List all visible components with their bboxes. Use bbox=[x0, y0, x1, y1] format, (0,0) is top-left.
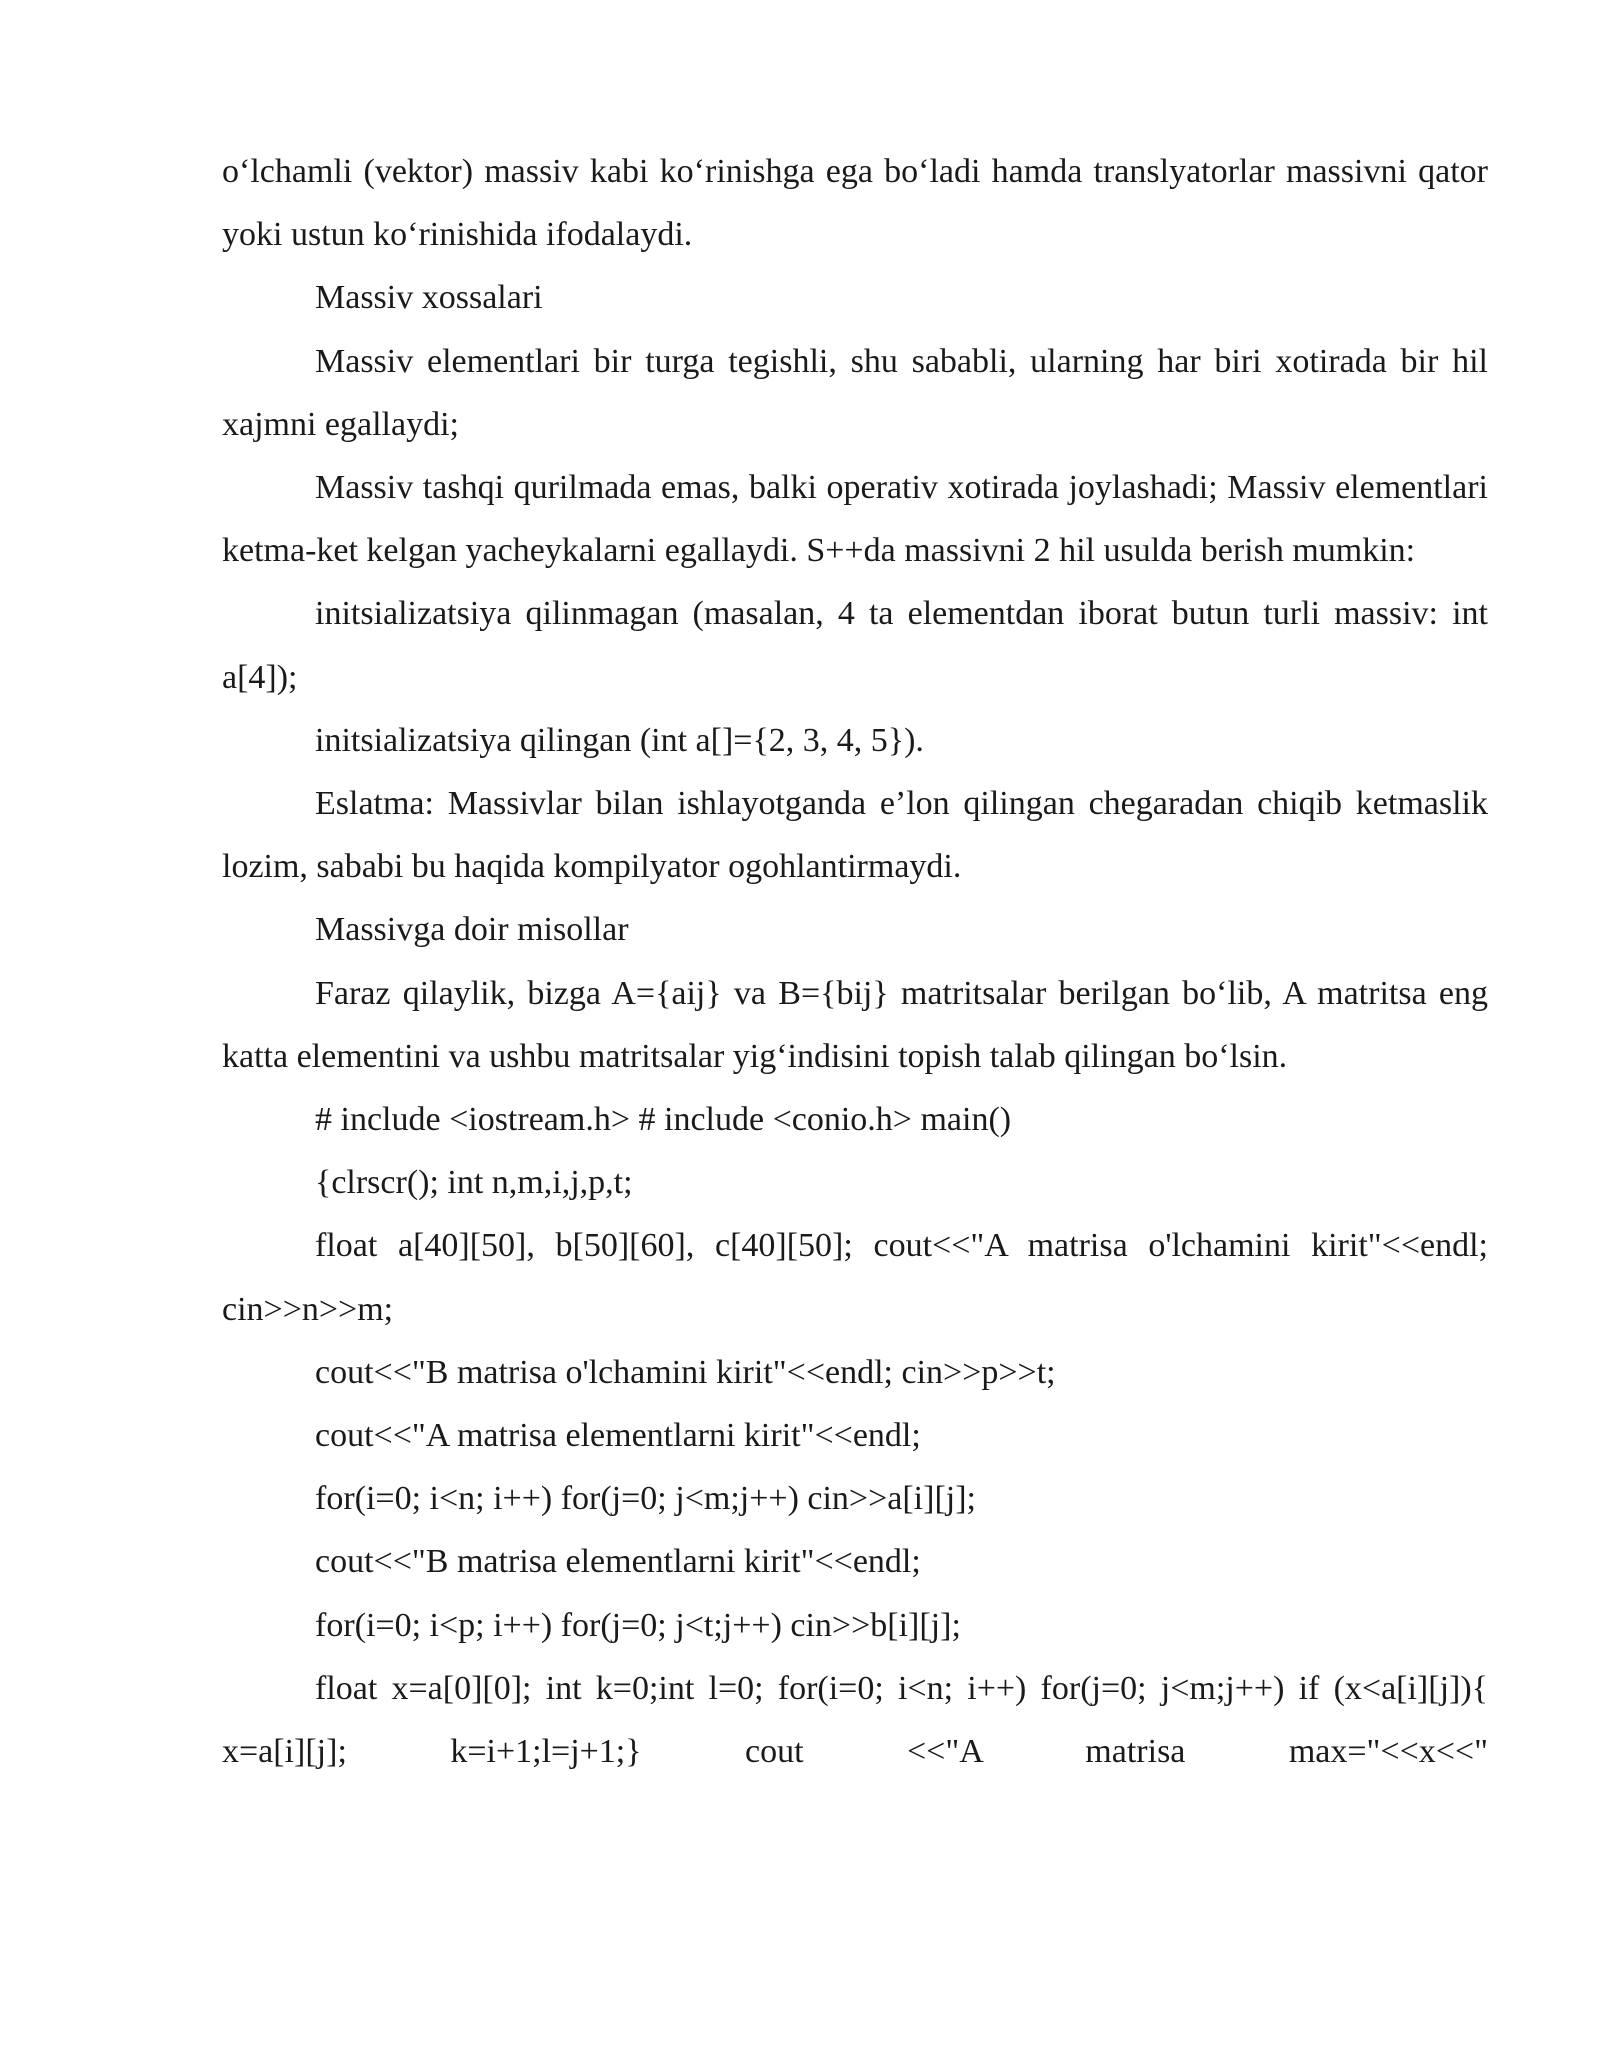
paragraph-intro-continuation: o‘lchamli (vektor) massiv kabi ko‘rinishga ega bo‘ladi hamda translyatorlar massivni qator yoki ustun ko‘rinishida ifodalaydi. bbox=[222, 153, 1488, 254]
code-line-float-arrays: float a[40][50], b[50][60], c[40][50]; cout<<"A matrisa o'lchamini kirit"<<endl; cin>>n>>m; bbox=[222, 1227, 1488, 1328]
heading-examples: Massivga doir misollar bbox=[315, 911, 629, 949]
code-line-b-prompt: cout<<"B matrisa elementlarni kirit"<<endl; bbox=[315, 1543, 921, 1581]
paragraph-initialized: initsializatsiya qilingan (int a[]={2, 3, 4, 5}). bbox=[315, 721, 924, 759]
code-line-max-search: float x=a[0][0]; int k=0;int l=0; for(i=0; i<n; i++) for(j=0; j<m;j++) if (x<a[i][j]){ x=a[i][j]; k=i+1;l=j+1;} cout <<"A matrisa max="<<x<<" bbox=[222, 1669, 1488, 1771]
code-line-b-input: for(i=0; i<p; i++) for(j=0; j<t;j++) cin>>b[i][j]; bbox=[315, 1606, 961, 1644]
code-line-b-size: cout<<"B matrisa o'lchamini kirit"<<endl; cin>>p>>t; bbox=[315, 1353, 1056, 1391]
code-line-a-prompt: cout<<"A matrisa elementlarni kirit"<<endl; bbox=[315, 1417, 921, 1455]
code-line-declarations: {clrscr(); int n,m,i,j,p,t; bbox=[315, 1164, 633, 1202]
heading-massiv-xossalari: Massiv xossalari bbox=[315, 279, 543, 317]
paragraph-property-memory: Massiv tashqi qurilmada emas, balki operativ xotirada joylashadi; Massiv elementlari ketma-ket kelgan yacheykalarni egallaydi. S++da massivni 2 hil usulda berish mumkin: bbox=[222, 469, 1488, 570]
paragraph-note: Eslatma: Massivlar bilan ishlayotganda e’lon qilingan chegaradan chiqib ketmaslik lozim, sababi bu haqida kompilyator ogohlantirmaydi. bbox=[222, 785, 1488, 886]
paragraph-task: Faraz qilaylik, bizga A={aij} va B={bij} matritsalar berilgan bo‘lib, A matritsa eng katta elementini va ushbu matritsalar yig‘indisini topish talab qilingan bo‘lsin. bbox=[222, 974, 1488, 1075]
document-body bbox=[222, 140, 1488, 1783]
paragraph-property-type: Massiv elementlari bir turga tegishli, shu sababli, ularning har biri xotirada bir hil xajmni egallaydi; bbox=[222, 342, 1488, 443]
code-line-includes: # include <iostream.h> # include <conio.h> main() bbox=[315, 1101, 1012, 1139]
paragraph-uninitialized: initsializatsiya qilinmagan (masalan, 4 ta elementdan iborat butun turli massiv: int a[4]); bbox=[222, 595, 1488, 696]
code-line-a-input: for(i=0; i<n; i++) for(j=0; j<m;j++) cin>>a[i][j]; bbox=[315, 1480, 976, 1518]
